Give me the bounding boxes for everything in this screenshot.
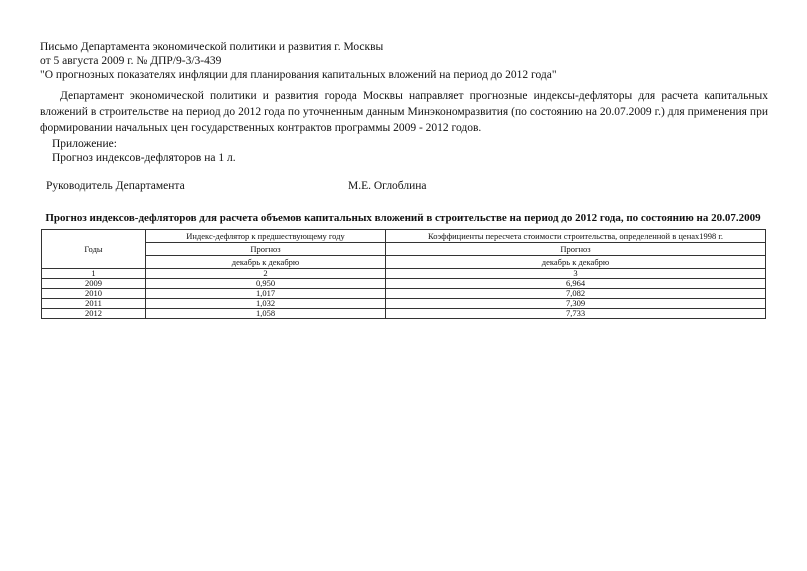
header-line-1: Письмо Департамента экономической политики и развития г. Москвы bbox=[40, 41, 384, 53]
table-subheader-row bbox=[42, 243, 766, 256]
col-index-header: Индекс-дефлятор к предшествующему году bbox=[146, 230, 386, 243]
col-number-1: 1 bbox=[42, 269, 146, 279]
appendix-item: Прогноз индексов-дефляторов на 1 л. bbox=[52, 152, 236, 164]
cell-index: 1,032 bbox=[146, 299, 386, 309]
deflator-table bbox=[41, 229, 766, 319]
table-header-row bbox=[42, 230, 766, 243]
col-number-2: 2 bbox=[146, 269, 386, 279]
cell-coef: 7,733 bbox=[386, 309, 766, 319]
letter-header bbox=[40, 40, 557, 82]
header-line-2: от 5 августа 2009 г. № ДПР/9-3/3-439 bbox=[40, 55, 222, 67]
cell-year: 2009 bbox=[42, 279, 146, 289]
table-title: Прогноз индексов-дефляторов для расчета объемов капитальных вложений в строительстве на период до 2012 года, по состоянию на 20.07.2009 bbox=[45, 212, 761, 224]
cell-year: 2010 bbox=[42, 289, 146, 299]
col-number-3: 3 bbox=[386, 269, 766, 279]
table-row bbox=[42, 279, 766, 289]
col-coef-header: Коэффициенты пересчета стоимости строительства, определенной в ценах1998 г. bbox=[386, 230, 766, 243]
cell-index: 1,017 bbox=[146, 289, 386, 299]
cell-index: 1,058 bbox=[146, 309, 386, 319]
signature-role: Руководитель Департамента bbox=[46, 180, 185, 192]
index-forecast-label: Прогноз bbox=[146, 243, 386, 256]
signature-name: М.Е. Оглоблина bbox=[348, 180, 427, 192]
table-row bbox=[42, 309, 766, 319]
header-line-3: "О прогнозных показателях инфляции для планирования капитальных вложений на период до 2012 года" bbox=[40, 69, 557, 81]
col-years-header: Годы bbox=[42, 230, 146, 269]
appendix-label: Приложение: bbox=[52, 138, 117, 150]
table-row bbox=[42, 299, 766, 309]
cell-index: 0,950 bbox=[146, 279, 386, 289]
cell-year: 2012 bbox=[42, 309, 146, 319]
coef-period-label: декабрь к декабрю bbox=[386, 256, 766, 269]
appendix bbox=[52, 137, 236, 165]
table-period-row bbox=[42, 256, 766, 269]
cell-coef: 7,309 bbox=[386, 299, 766, 309]
letter-paragraph: Департамент экономической политики и развития города Москвы направляет прогнозные индексы-дефляторы для расчета капитальных вложений в строительстве на период до 2012 года по уточненным данным Минэкономразвития (по состоянию на 20.07.2009 г.) для применения при формировании начальных цен государственных контрактов программы 2009 - 2012 годов. bbox=[40, 90, 768, 134]
table-numbering-row bbox=[42, 269, 766, 279]
table-row bbox=[42, 289, 766, 299]
index-period-label: декабрь к декабрю bbox=[146, 256, 386, 269]
cell-year: 2011 bbox=[42, 299, 146, 309]
cell-coef: 7,082 bbox=[386, 289, 766, 299]
cell-coef: 6,964 bbox=[386, 279, 766, 289]
coef-forecast-label: Прогноз bbox=[386, 243, 766, 256]
